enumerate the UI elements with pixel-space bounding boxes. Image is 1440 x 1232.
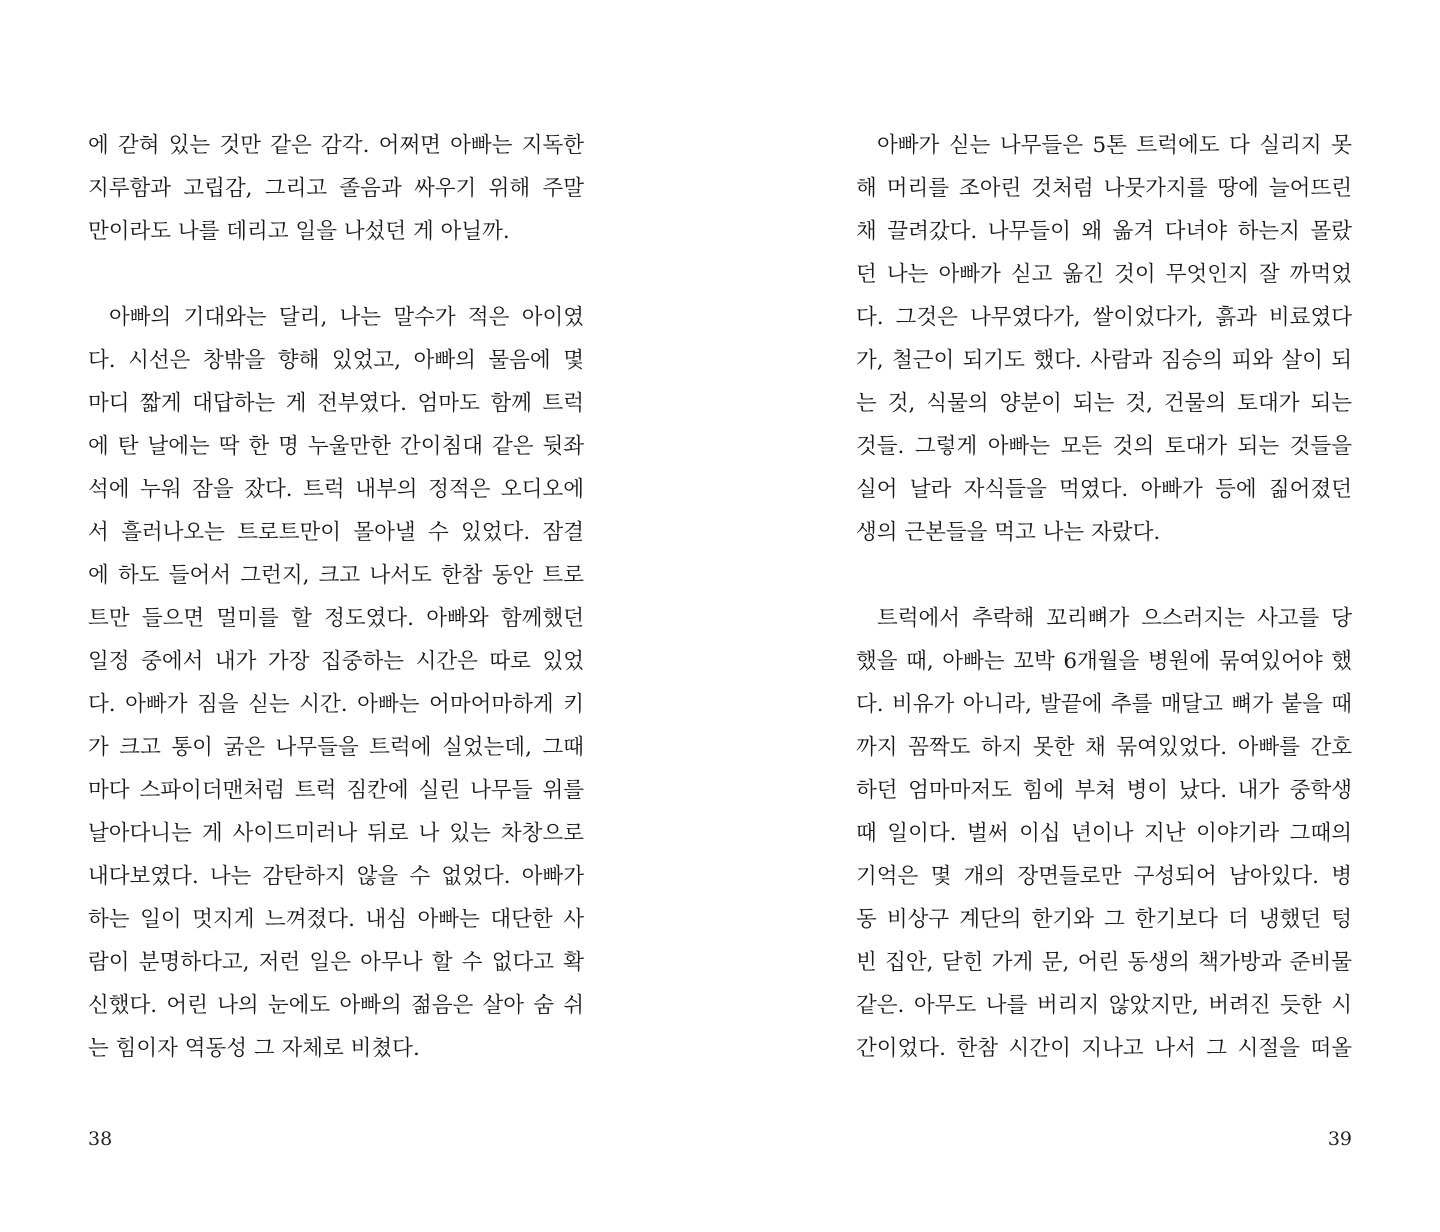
body-text-line: 트럭에서 추락해 꼬리뼈가 으스러지는 사고를 당 [877, 606, 1352, 631]
body-text-line: 다. 그것은 나무였다가, 쌀이었다가, 흙과 비료였다 [856, 305, 1352, 330]
body-text-line: 날아다니는 게 사이드미러나 뒤로 나 있는 차창으로 [88, 821, 584, 846]
body-text-line: 는 것, 식물의 양분이 되는 것, 건물의 토대가 되는 [856, 391, 1352, 416]
body-text-line: 만이라도 나를 데리고 일을 나섰던 게 아닐까. [88, 219, 510, 244]
page-number: 39 [1327, 1128, 1352, 1150]
body-text-line: 생의 근본들을 먹고 나는 자랐다. [856, 520, 1161, 545]
body-text-line: 마다 스파이더맨처럼 트럭 짐칸에 실린 나무들 위를 [88, 778, 584, 803]
body-text-line: 트만 들으면 멀미를 할 정도였다. 아빠와 함께했던 [88, 606, 584, 631]
body-text-line: 에 탄 날에는 딱 한 명 누울만한 간이침대 같은 뒷좌 [88, 434, 584, 459]
body-text-line: 하는 일이 멋지게 느껴졌다. 내심 아빠는 대단한 사 [88, 907, 584, 932]
body-text-line: 해 머리를 조아린 것처럼 나뭇가지를 땅에 늘어뜨린 [856, 176, 1352, 201]
body-text-line: 에 하도 들어서 그런지, 크고 나서도 한참 동안 트로 [88, 563, 584, 588]
body-text-line: 다. 시선은 창밖을 향해 있었고, 아빠의 물음에 몇 [88, 348, 584, 373]
body-text-line: 아빠의 기대와는 달리, 나는 말수가 적은 아이였 [109, 305, 584, 330]
body-text-line: 서 흘러나오는 트로트만이 몰아낼 수 있었다. 잠결 [88, 520, 584, 545]
right-page-body-text [856, 124, 1352, 1070]
body-text-line: 같은. 아무도 나를 버리지 않았지만, 버려진 듯한 시 [856, 993, 1352, 1018]
body-text-line: 아빠가 싣는 나무들은 5톤 트럭에도 다 실리지 못 [877, 133, 1352, 158]
body-text-line: 신했다. 어린 나의 눈에도 아빠의 젊음은 살아 숨 쉬 [88, 993, 584, 1018]
left-page-body-text [88, 124, 584, 1070]
body-text-line: 가, 철근이 되기도 했다. 사람과 짐승의 피와 살이 되 [856, 348, 1352, 373]
paragraph-break [88, 253, 584, 296]
body-text-line: 일정 중에서 내가 가장 집중하는 시간은 따로 있었 [88, 649, 584, 674]
body-text-line: 마디 짧게 대답하는 게 전부였다. 엄마도 함께 트럭 [88, 391, 584, 416]
body-text-line: 다. 아빠가 짐을 싣는 시간. 아빠는 어마어마하게 키 [88, 692, 584, 717]
body-text-line: 기억은 몇 개의 장면들로만 구성되어 남아있다. 병 [856, 864, 1352, 889]
body-text-line: 채 끌려갔다. 나무들이 왜 옮겨 다녀야 하는지 몰랐 [856, 219, 1352, 244]
body-text-line: 석에 누워 잠을 잤다. 트럭 내부의 정적은 오디오에 [88, 477, 584, 502]
body-text-line: 했을 때, 아빠는 꼬박 6개월을 병원에 묶여있어야 했 [856, 649, 1352, 674]
body-text-line: 람이 분명하다고, 저런 일은 아무나 할 수 없다고 확 [88, 950, 584, 975]
body-text-line: 하던 엄마마저도 힘에 부쳐 병이 났다. 내가 중학생 [856, 778, 1352, 803]
page-number: 38 [88, 1128, 113, 1150]
body-text-line: 것들. 그렇게 아빠는 모든 것의 토대가 되는 것들을 [856, 434, 1352, 459]
paragraph-break [856, 554, 1352, 597]
body-text-line: 지루함과 고립감, 그리고 졸음과 싸우기 위해 주말 [88, 176, 584, 201]
body-text-line: 까지 꼼짝도 하지 못한 채 묶여있었다. 아빠를 간호 [856, 735, 1352, 760]
body-text-line: 가 크고 통이 굵은 나무들을 트럭에 실었는데, 그때 [88, 735, 584, 760]
body-text-line: 내다보였다. 나는 감탄하지 않을 수 없었다. 아빠가 [88, 864, 584, 889]
body-text-line: 에 갇혀 있는 것만 같은 감각. 어쩌면 아빠는 지독한 [88, 133, 584, 158]
body-text-line: 다. 비유가 아니라, 발끝에 추를 매달고 뼈가 붙을 때 [856, 692, 1352, 717]
right-page [720, 0, 1440, 1232]
body-text-line: 때 일이다. 벌써 이십 년이나 지난 이야기라 그때의 [856, 821, 1352, 846]
body-text-line: 실어 날라 자식들을 먹였다. 아빠가 등에 짊어졌던 [856, 477, 1352, 502]
body-text-line: 는 힘이자 역동성 그 자체로 비쳤다. [88, 1036, 420, 1061]
body-text-line: 빈 집안, 닫힌 가게 문, 어린 동생의 책가방과 준비물 [856, 950, 1352, 975]
body-text-line: 던 나는 아빠가 싣고 옮긴 것이 무엇인지 잘 까먹었 [856, 262, 1352, 287]
body-text-line: 간이었다. 한참 시간이 지나고 나서 그 시절을 떠올 [856, 1036, 1352, 1061]
body-text-line: 동 비상구 계단의 한기와 그 한기보다 더 냉했던 텅 [856, 907, 1352, 932]
